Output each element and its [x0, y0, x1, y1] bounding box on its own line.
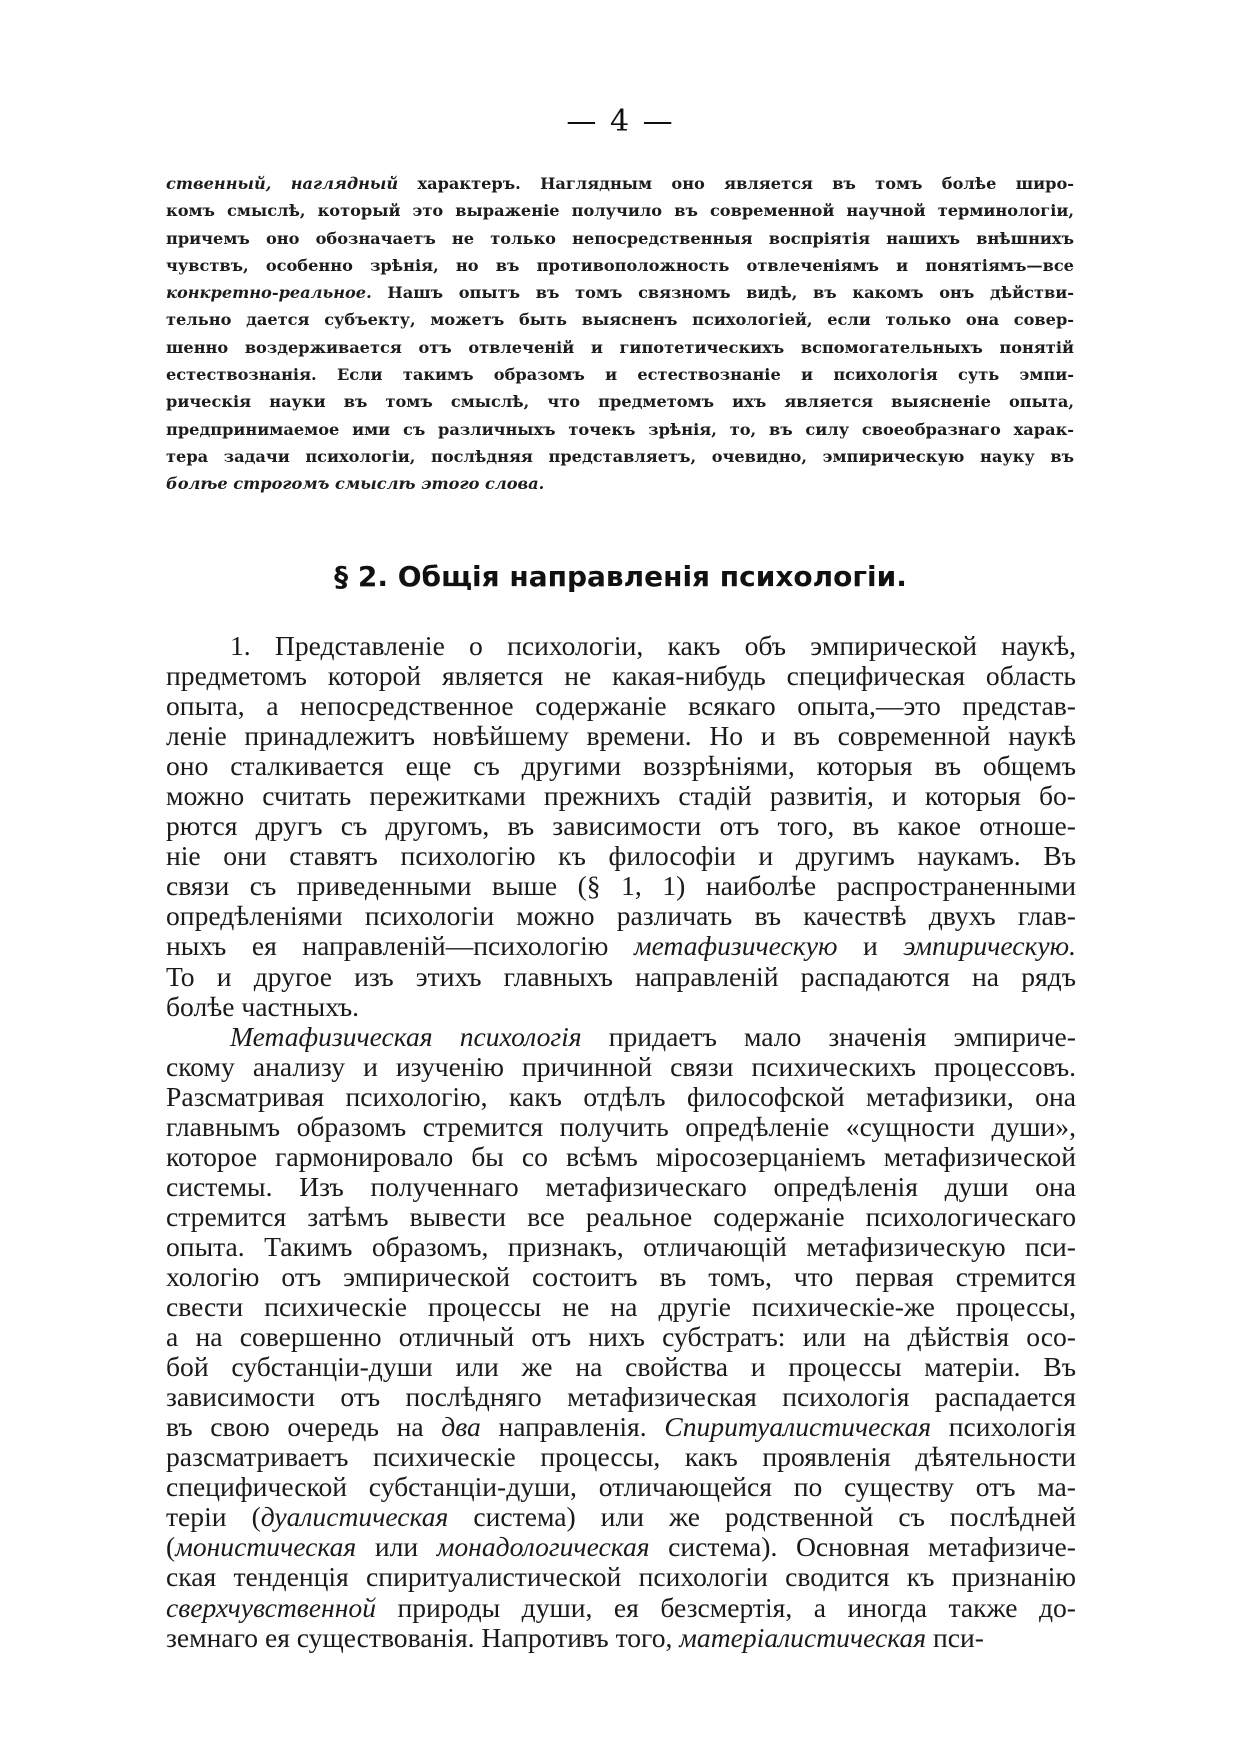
intro-line — [166, 388, 1074, 415]
body-line — [166, 661, 1076, 691]
intro-line — [166, 170, 1074, 197]
text-run: связи съ приведенными выше (§ 1, 1) наиболѣе распространенными — [166, 871, 1076, 902]
body-line — [166, 1623, 1076, 1653]
text-run: Нашъ опытъ въ томъ связномъ видѣ, въ какомъ онъ дѣйстви- — [371, 283, 1074, 303]
text-run: земнаго ея существованія. Напротивъ того, — [166, 1622, 680, 1653]
body-line — [166, 1202, 1076, 1232]
emphasis-text: метафизическую — [633, 931, 838, 962]
body-line — [166, 1502, 1076, 1532]
text-run: системы. Изъ полученнаго метафизическаго опредѣленія души она — [166, 1171, 1076, 1202]
body-line — [166, 1593, 1076, 1623]
body-line — [166, 1142, 1076, 1172]
intro-line — [166, 306, 1074, 333]
text-run: можно считать пережитками прежнихъ стадій развитія, и которыя бо- — [166, 781, 1076, 812]
text-run: бой субстанціи-души или же на свойства и процессы матеріи. Въ — [166, 1352, 1076, 1383]
body-line — [166, 691, 1076, 721]
body-line — [166, 1352, 1076, 1382]
emphasis-text: Метафизическая психологія — [230, 1021, 582, 1052]
text-run: которое гармонировало бы со всѣмъ міросозерцаніемъ метафизической — [166, 1141, 1076, 1172]
body-line — [166, 931, 1076, 961]
body-line — [166, 1022, 1076, 1052]
body-line — [166, 1112, 1076, 1142]
text-run: специфической субстанціи-души, отличающейся по существу отъ ма- — [166, 1472, 1076, 1503]
text-run: рются другъ съ другомъ, въ зависимости отъ того, въ какое отноше- — [166, 811, 1076, 842]
section-heading: § 2. Общія направленія психологіи. — [334, 560, 907, 593]
text-run: стремится затѣмъ вывести все реальное содержаніе психологическаго — [166, 1201, 1076, 1232]
emphasis-text: Спиритуалистическая — [664, 1412, 932, 1443]
text-run: предметомъ которой является не какая-нибудь специфическая область — [166, 661, 1076, 692]
text-run: ская тенденція спиритуалистической психологіи сводится къ признанію — [166, 1562, 1076, 1593]
intro-line — [166, 252, 1074, 279]
text-run: опыта, а непосредственное содержаніе всякаго опыта,—это представ- — [166, 691, 1076, 722]
body-line — [166, 1532, 1076, 1562]
text-run: направленія. — [480, 1412, 665, 1443]
body-line — [166, 1472, 1076, 1502]
body-line — [166, 1292, 1076, 1322]
body-line — [166, 1322, 1076, 1352]
text-run: причемъ оно обозначаетъ не только непосредственныя воспріятія нашихъ внѣшнихъ — [166, 228, 1074, 248]
body-line — [166, 631, 1076, 661]
intro-paragraph — [166, 170, 1074, 498]
emphasis-text: монадологическая — [436, 1532, 650, 1563]
emphasis-text: эмпирическую. — [903, 931, 1076, 962]
body-line — [166, 901, 1076, 931]
body-line — [166, 841, 1076, 871]
text-run: 1. Представленіе о психологіи, какъ объ эмпирической наукѣ, — [230, 631, 1076, 661]
body-line — [166, 871, 1076, 901]
text-run: природы души, ея безсмертія, а иногда также до- — [376, 1592, 1076, 1623]
intro-line — [166, 225, 1074, 252]
text-run: психологія — [931, 1412, 1076, 1443]
text-run: скому анализу и изученію причинной связи психическихъ процессовъ. — [166, 1051, 1076, 1082]
intro-line — [166, 361, 1074, 388]
emphasis-text: болѣе строгомъ смыслѣ этого слова. — [166, 474, 545, 494]
body-line — [166, 751, 1076, 781]
body-line — [166, 721, 1076, 751]
body-line — [166, 1052, 1076, 1082]
body-line — [166, 962, 1076, 992]
body-line — [166, 1382, 1076, 1412]
text-run: теріи ( — [166, 1502, 261, 1533]
text-run: опыта. Такимъ образомъ, признакъ, отличающій метафизическую пси- — [166, 1231, 1076, 1262]
page-number: — 4 — — [566, 104, 675, 139]
text-run: тера задачи психологіи, послѣдняя представляетъ, очевидно, эмпирическую науку въ — [166, 446, 1074, 466]
text-run: характеръ. Наглядным оно является въ томъ болѣе широ- — [398, 174, 1074, 193]
text-run: оно сталкивается еще съ другими воззрѣніями, которыя въ общемъ — [166, 751, 1076, 782]
body-line — [166, 992, 1076, 1022]
body-line — [166, 1262, 1076, 1292]
body-text — [166, 631, 1076, 1653]
emphasis-text: монистическая — [175, 1532, 357, 1563]
text-run: шенно воздерживается отъ отвлеченій и гипотетическихъ вспомогательныхъ понятій — [166, 337, 1074, 357]
text-run: въ свою очередь на — [166, 1412, 442, 1443]
text-run: придаетъ мало значенія эмпириче- — [581, 1021, 1076, 1052]
body-line — [166, 1442, 1076, 1472]
emphasis-text: матеріалистическая — [679, 1622, 927, 1653]
text-run: предпринимаемое ими съ различныхъ точекъ зрѣнія, то, въ силу своеобразнаго харак- — [166, 419, 1074, 439]
text-run: ніе они ставятъ психологію къ философіи и другимъ наукамъ. Въ — [166, 841, 1076, 872]
emphasis-text: два — [441, 1412, 481, 1443]
text-run: главнымъ образомъ стремится получить опредѣленіе «сущности души», — [166, 1111, 1076, 1142]
intro-line — [166, 197, 1074, 224]
body-line — [166, 1412, 1076, 1442]
emphasis-text: дуалистическая — [260, 1502, 449, 1533]
text-run: тельно дается субъекту, можетъ быть выясненъ психологіей, если только она совер- — [166, 310, 1074, 330]
body-line — [166, 1232, 1076, 1262]
text-run: или — [356, 1532, 437, 1563]
intro-line — [166, 279, 1074, 306]
text-run: зависимости отъ послѣдняго метафизическая психологія распадается — [166, 1382, 1076, 1413]
intro-line — [166, 416, 1074, 443]
text-run: хологію отъ эмпирической состоитъ въ томъ, что первая стремится — [166, 1261, 1076, 1292]
text-run: естествознанія. Если такимъ образомъ и естествознаніе и психологія суть эмпи- — [166, 365, 1074, 385]
emphasis-text: ственный, наглядный — [166, 174, 399, 193]
text-run: пси- — [926, 1622, 984, 1653]
body-line — [166, 781, 1076, 811]
text-run: система) или же родственной съ послѣдней — [448, 1502, 1076, 1533]
text-run: болѣе частныхъ. — [166, 991, 360, 1022]
emphasis-text: сверхчувственной — [166, 1592, 376, 1623]
text-run: система). Основная метафизиче- — [649, 1532, 1076, 1563]
intro-line — [166, 470, 1074, 497]
text-run: разсматриваетъ психическіе процессы, какъ проявленія дѣятельности — [166, 1442, 1076, 1473]
text-run: комъ смыслѣ, который это выраженіе получило въ современной научной терминологіи, — [166, 201, 1074, 221]
body-line — [166, 1562, 1076, 1592]
text-run: леніе принадлежитъ новѣйшему времени. Но и въ современной наукѣ — [166, 721, 1076, 752]
body-line — [166, 811, 1076, 841]
text-run: рическія науки въ томъ смыслѣ, что предметомъ ихъ является выясненіе опыта, — [166, 392, 1074, 412]
text-run: опредѣленіями психологіи можно различать въ качествѣ двухъ глав- — [166, 901, 1076, 932]
emphasis-text: конкретно-реальное. — [166, 283, 372, 303]
body-line — [166, 1172, 1076, 1202]
text-run: Разсматривая психологію, какъ отдѣлъ философской метафизики, она — [166, 1081, 1076, 1112]
intro-line — [166, 334, 1074, 361]
text-run: а на совершенно отличный отъ нихъ субстратъ: или на дѣйствія осо- — [166, 1322, 1076, 1353]
intro-line — [166, 443, 1074, 470]
text-run: и — [837, 931, 904, 962]
text-run: ныхъ ея направленій—психологію — [166, 931, 634, 962]
text-run: То и другое изъ этихъ главныхъ направленій распадаются на рядъ — [166, 961, 1076, 992]
text-run: чувствъ, особенно зрѣнія, но въ противоположность отвлеченіямъ и понятіямъ—все — [166, 255, 1074, 275]
body-line — [166, 1082, 1076, 1112]
text-run: ( — [166, 1532, 176, 1563]
text-run: свести психическіе процессы не на другіе психическіе-же процессы, — [166, 1292, 1076, 1323]
